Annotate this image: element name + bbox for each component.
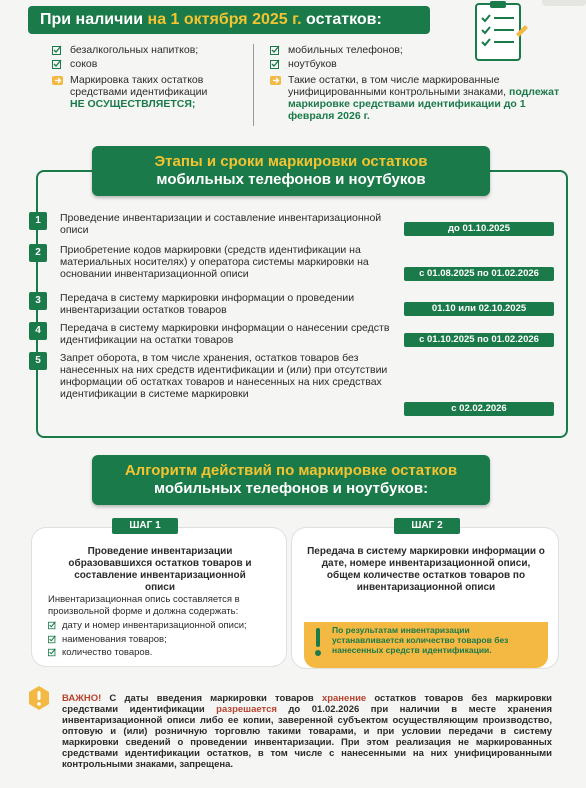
checkbox-icon [270, 45, 281, 56]
warning-icon [28, 685, 50, 711]
checkbox-icon [48, 648, 57, 657]
algorithm-title: Алгоритм действий по маркировке остатков мобильных телефонов и ноутбуков: [92, 455, 490, 505]
exclamation-icon [314, 628, 322, 658]
step1-intro: Инвентаризационная опись составляется в произвольной форме и должна содержать: [48, 594, 240, 617]
step1-title: Проведение инвентаризации образовавшихся остатков товаров и составление инвентаризационной описи [68, 546, 252, 593]
list-item: количество товаров. [48, 647, 274, 659]
list-item: дату и номер инвентаризационной описи; [48, 620, 274, 632]
left-column [52, 44, 242, 112]
step2-badge: ШАГ 2 [394, 518, 460, 534]
checkbox-icon [52, 59, 63, 70]
checkbox-icon [48, 621, 57, 630]
step2-note: По результатам инвентаризации устанавливается количество товаров без нанесенных средств идентификации. [304, 622, 548, 668]
checkbox-icon [52, 45, 63, 56]
list-item: безалкогольных напитков; [52, 44, 242, 56]
right-column [270, 44, 570, 124]
column-divider [253, 44, 254, 126]
arrow-right-icon [52, 75, 63, 86]
left-note: Маркировка таких остатков средствами идентификации НЕ ОСУЩЕСТВЛЯЕТСЯ; [52, 74, 242, 110]
warning-text: ВАЖНО! С даты введения маркировки товаров хранение остатков товаров без маркировки средствами идентификации разрешается до 01.02.2026 при наличии в месте хранения инвентаризационной описи либо ее копии, заверенной субъектом осуществляющим производство, оптовую и (или) розничную торговлю такими товарами, и при условии передачи в систему маркировки сведений о проведении инвентаризации. При этом реализация не маркированных средствами идентификации остатков, в том числе с нанесенными на них унифицированными контрольными знаками, запрещена. [62, 693, 553, 770]
step1-badge: ШАГ 1 [112, 518, 178, 534]
list-item: ноутбуков [270, 58, 570, 70]
checkbox-icon [48, 635, 57, 644]
list-item: мобильных телефонов; [270, 44, 570, 56]
list-item: наименования товаров; [48, 634, 274, 646]
list-item: соков [52, 58, 242, 70]
corner-tab [542, 0, 586, 6]
stages-title: Этапы и сроки маркировки остатков мобильных телефонов и ноутбуков [92, 146, 490, 196]
checkbox-icon [270, 59, 281, 70]
right-note: Такие остатки, в том числе маркированные унифицированными контрольными знаками, подлежат маркировке средствами идентификации до 1 февраля 2026 г. [270, 74, 570, 122]
arrow-right-icon [270, 75, 281, 86]
step1-list [48, 620, 274, 661]
page-title: При наличии на 1 октября 2025 г. остатков: [28, 6, 430, 34]
step2-title: Передача в систему маркировки информации о дате, номере инвентаризационной описи, общем количестве остатков товаров по инвентаризационной описи [307, 546, 545, 593]
